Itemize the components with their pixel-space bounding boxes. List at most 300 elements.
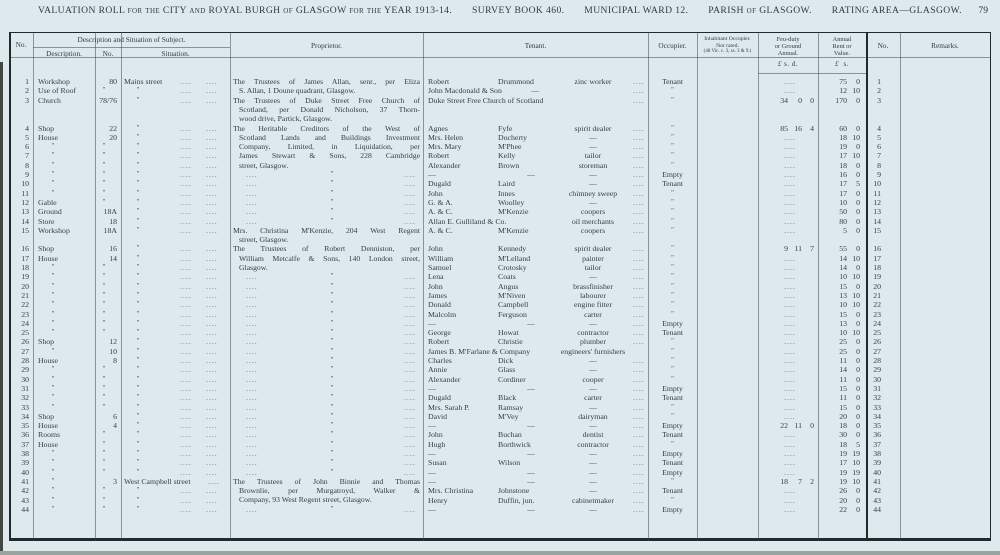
cell-rent-pounds: 10: [839, 300, 847, 310]
cell-rent-pounds: 13: [839, 290, 847, 300]
situation-leader-dots: ....: [180, 197, 192, 207]
header-rent-line1: Annual: [832, 36, 852, 43]
cell-occupier-ditto: ": [671, 254, 674, 262]
cell-tenant-occupation: —: [589, 132, 597, 142]
cell-row-number: 29: [21, 365, 29, 375]
cell-rent-shillings: 0: [856, 318, 860, 328]
situation-leader-dots: ....: [180, 439, 192, 449]
cell-rent-pounds: 17: [839, 458, 847, 468]
cell-rent-shillings: 0: [856, 207, 860, 217]
proprietor-ditto-dots: ....: [404, 365, 416, 375]
proprietor-line: Company, 93 West Regent street, Glasgow.: [239, 495, 372, 505]
tenant-leader-dots: ....: [633, 486, 645, 496]
cell-row-number: 40: [21, 467, 29, 477]
cell-rent-shillings: 0: [856, 123, 860, 133]
cell-house-number: 18A: [103, 225, 117, 235]
situation-leader-dots: ....: [206, 504, 218, 514]
feu-leader-dots: ....: [784, 188, 796, 198]
cell-situation-ditto: ": [136, 208, 140, 216]
situation-leader-dots: ....: [206, 337, 218, 347]
cell-occupier-ditto: ": [671, 198, 674, 206]
cell-rent-shillings: 0: [856, 504, 860, 514]
cell-tenant-surname: M'Phee: [498, 142, 522, 152]
cell-tenant-occupation: tailor: [584, 151, 602, 161]
cell-tenant-occupation: storeman: [578, 160, 608, 170]
situation-leader-dots: ....: [180, 179, 192, 189]
cell-row-number: 41: [21, 476, 29, 486]
cell-tenant-surname: M'Vey: [498, 411, 519, 421]
cell-tenant-occupation: —: [589, 458, 597, 468]
cell-house-number: 20: [109, 132, 117, 142]
cell-tenant-forename: John: [428, 430, 443, 440]
proprietor-ditto-mark: ": [330, 291, 334, 299]
cell-row-number: 14: [21, 216, 29, 226]
cell-row-number: 28: [21, 356, 29, 365]
cell-description: Workshop: [38, 225, 70, 235]
cell-house-number-ditto: ": [102, 496, 106, 504]
cell-tenant-occupation: chimney sweep: [568, 188, 618, 198]
cell-row-number-right: 5: [877, 132, 881, 142]
cell-tenant-occupation: —: [589, 421, 597, 431]
cell-occupier: Tenant: [661, 430, 684, 440]
cell-row-number-right: 40: [873, 467, 881, 477]
proprietor-ditto-dots: ....: [246, 374, 258, 384]
cell-row-number: 34: [21, 411, 29, 421]
tenant-leader-dots: ....: [633, 467, 645, 477]
proprietor-ditto-mark: ": [330, 347, 334, 355]
feu-leader-dots: ....: [784, 328, 796, 338]
cell-row-number-right: 38: [873, 449, 881, 458]
cell-occupier-ditto: ": [671, 357, 674, 364]
cell-tenant-forename: John: [428, 281, 443, 291]
cell-house-number: 4: [113, 421, 117, 431]
situation-leader-dots: ....: [180, 467, 192, 477]
cell-tenant-forename: —: [428, 467, 436, 477]
tenant-leader-dots: ....: [633, 337, 645, 347]
cell-tenant-occupation: oil merchants: [571, 216, 615, 226]
cell-tenant-surname: Howat: [498, 328, 519, 338]
cell-tenant-occupation: —: [589, 449, 597, 458]
cell-tenant-forename: Donald: [428, 300, 451, 310]
cell-description: Shop: [38, 337, 55, 347]
cell-row-number-right: 15: [873, 225, 881, 235]
tenant-leader-dots: ....: [633, 300, 645, 310]
cell-description-ditto: ": [51, 291, 55, 299]
cell-tenant-surname: —: [527, 467, 535, 477]
cell-tenant-surname: M'Niven: [498, 290, 526, 300]
cell-description-ditto: ": [51, 171, 55, 178]
cell-occupier-ditto: ": [671, 338, 674, 346]
header-proprietor: Proprietor.: [310, 41, 342, 50]
cell-occupier: Empty: [662, 421, 683, 431]
cell-feu-pence: 0: [810, 95, 814, 105]
proprietor-ditto-mark: ": [330, 431, 334, 439]
cell-tenant-surname: Duffin, jun.: [498, 495, 535, 505]
tenant-leader-dots: ....: [633, 439, 645, 449]
cell-rent-pounds: 15: [839, 281, 847, 291]
cell-tenant-surname: Glass: [498, 365, 516, 375]
proprietor-ditto-mark: ": [330, 403, 334, 411]
cell-rent-shillings: 10: [852, 253, 860, 263]
tenant-leader-dots: ....: [633, 216, 645, 226]
cell-rent-shillings: 10: [852, 272, 860, 282]
situation-leader-dots: ....: [206, 207, 218, 217]
cell-house-number-ditto: ": [102, 319, 106, 327]
cell-rent-pounds: 12: [839, 86, 847, 96]
cell-feu-pounds: 18: [780, 476, 788, 486]
cell-situation-ditto: ": [136, 198, 140, 206]
tenant-leader-dots: ....: [633, 207, 645, 217]
cell-occupier: Empty: [662, 170, 683, 179]
cell-rent-shillings: 0: [856, 365, 860, 375]
title-rating-area: RATING AREA—GLASGOW.: [831, 5, 962, 16]
cell-house-number-ditto: ": [102, 291, 106, 299]
cell-tenant-occupation: spirit dealer: [574, 123, 612, 133]
feu-leader-dots: ....: [784, 272, 796, 282]
cell-tenant-forename: Hugh: [428, 439, 446, 449]
cell-row-number-right: 34: [873, 411, 881, 421]
cell-tenant-forename: —: [428, 170, 436, 179]
situation-leader-dots: ....: [206, 151, 218, 161]
cell-description-ditto: ": [51, 180, 55, 188]
cell-row-number-right: 24: [873, 318, 881, 328]
cell-rent-shillings: 0: [856, 309, 860, 319]
cell-rent-pounds: 80: [839, 216, 847, 226]
tenant-leader-dots: ....: [633, 402, 645, 412]
situation-leader-dots: ....: [206, 216, 218, 226]
cell-row-number: 1: [25, 77, 29, 86]
cell-tenant-forename: Robert: [428, 337, 450, 347]
cell-tenant-surname: Borthwick: [498, 439, 531, 449]
feu-leader-dots: ....: [784, 449, 796, 458]
cell-tenant-occupation: —: [589, 383, 597, 393]
cell-situation-ditto: ": [136, 124, 140, 132]
proprietor-ditto-dots: ....: [246, 197, 258, 207]
cell-situation-ditto: ": [136, 338, 140, 346]
situation-leader-dots: ....: [206, 272, 218, 282]
feu-leader-dots: ....: [784, 346, 796, 356]
cell-occupier: Tenant: [661, 179, 684, 189]
cell-rent-pounds: 20: [839, 411, 847, 421]
cell-tenant-surname: Johnstone: [498, 486, 530, 496]
cell-tenant-occupation: plumber: [580, 337, 606, 347]
cell-rent-pounds: 16: [839, 170, 847, 179]
situation-leader-dots: ....: [206, 365, 218, 375]
cell-tenant-forename: —: [428, 449, 436, 458]
tenant-leader-dots: ....: [633, 142, 645, 152]
cell-rent-pounds: 17: [839, 188, 847, 198]
proprietor-ditto-dots: ....: [246, 207, 258, 217]
cell-row-number-right: 44: [873, 504, 881, 514]
situation-leader-dots: ....: [180, 188, 192, 198]
situation-leader-dots: ....: [206, 225, 218, 235]
cell-row-number-right: 23: [873, 309, 881, 319]
header-feu-line3: Annual.: [777, 50, 799, 57]
cell-row-number: 10: [21, 179, 29, 189]
tenant-leader-dots: ....: [633, 95, 645, 105]
feu-leader-dots: ....: [784, 430, 796, 440]
cell-description-ditto: ": [51, 366, 55, 374]
cell-house-number-ditto: ": [102, 282, 106, 290]
cell-description-ditto: ": [51, 487, 55, 495]
cell-row-number: 27: [21, 346, 29, 356]
cell-tenant-forename: John: [428, 244, 443, 254]
tenant-leader-dots: ....: [633, 411, 645, 421]
proprietor-ditto-mark: ": [330, 329, 334, 337]
cell-rent-pounds: 17: [839, 179, 847, 189]
cell-tenant-surname: —: [527, 170, 535, 179]
proprietor-ditto-mark: ": [330, 459, 334, 467]
cell-tenant-occupation: —: [589, 402, 597, 412]
cell-rent-shillings: 0: [856, 393, 860, 403]
situation-leader-dots: ....: [206, 449, 218, 458]
cell-description: Church: [38, 95, 61, 105]
cell-house-number-ditto: ": [102, 152, 106, 160]
cell-row-number: 12: [21, 197, 29, 207]
proprietor-ditto-dots: ....: [404, 272, 416, 282]
cell-tenant-occupation: —: [589, 170, 597, 179]
cell-tenant-surname: Ramsay: [498, 402, 524, 412]
cell-feu-pounds: 85: [780, 123, 788, 133]
cell-tenant-forename: John Macdonald & Son: [428, 86, 502, 96]
cell-rent-shillings: 0: [856, 77, 860, 86]
cell-row-number-right: 14: [873, 216, 881, 226]
cell-tenant-surname: Cordiner: [498, 374, 526, 384]
cell-house-number: 3: [113, 476, 117, 486]
cell-situation-ditto: ": [136, 422, 140, 430]
cell-row-number: 3: [25, 95, 29, 105]
cell-description-ditto: ": [51, 319, 55, 327]
cell-occupier-ditto: ": [671, 143, 674, 151]
cell-rent-pounds: 19: [839, 467, 847, 477]
proprietor-entry: [233, 477, 420, 505]
tenant-leader-dots: ....: [633, 458, 645, 468]
cell-tenant-surname: Woolley: [498, 197, 525, 207]
proprietor-entry: [233, 226, 420, 245]
cell-row-number: 22: [21, 300, 29, 310]
situation-leader-dots: ....: [206, 458, 218, 468]
cell-rent-pounds: 22: [839, 504, 847, 514]
header-remarks: Remarks.: [931, 41, 959, 50]
situation-leader-dots: ....: [180, 346, 192, 356]
cell-tenant-forename: Agnes: [428, 123, 448, 133]
cell-rent-shillings: 10: [852, 132, 860, 142]
cell-situation-ditto: ": [136, 282, 140, 290]
proprietor-ditto-dots: ....: [404, 318, 416, 328]
proprietor-ditto-dots: ....: [404, 216, 416, 226]
header-house-no: No.: [102, 49, 114, 58]
cell-house-number: 12: [109, 337, 117, 347]
cell-description-ditto: ": [51, 310, 55, 318]
cell-row-number: 24: [21, 318, 29, 328]
header-no: No.: [15, 40, 27, 49]
cell-description-ditto: ": [51, 282, 55, 290]
cell-rent-pounds: 11: [839, 356, 847, 365]
proprietor-ditto-dots: ....: [246, 318, 258, 328]
cell-row-number: 32: [21, 393, 29, 403]
proprietor-ditto-dots: ....: [246, 421, 258, 431]
cell-house-number: 18: [109, 216, 117, 226]
cell-rent-shillings: 0: [856, 430, 860, 440]
cell-tenant-surname: Christie: [498, 337, 523, 347]
cell-row-number-right: 36: [873, 430, 881, 440]
feu-leader-dots: ....: [784, 253, 796, 263]
cell-occupier-ditto: ": [671, 347, 674, 355]
cell-occupier-ditto: ": [671, 124, 674, 132]
cell-rent-shillings: 0: [856, 216, 860, 226]
tenant-leader-dots: ....: [633, 328, 645, 338]
cell-row-number-right: 35: [873, 421, 881, 431]
cell-rent-shillings: 0: [856, 383, 860, 393]
cell-tenant-forename: —: [428, 476, 436, 486]
proprietor-ditto-dots: ....: [404, 356, 416, 365]
feu-leader-dots: ....: [784, 356, 796, 365]
proprietor-ditto-dots: ....: [404, 421, 416, 431]
proprietor-entry: [233, 77, 420, 96]
cell-tenant-occupation: coopers: [580, 225, 606, 235]
cell-tenant-surname: —: [527, 449, 535, 458]
cell-rent-pounds: 15: [839, 309, 847, 319]
proprietor-line: street, Glasgow.: [239, 160, 289, 170]
feu-pound-sign: £: [777, 60, 782, 68]
situation-leader-dots: ....: [206, 411, 218, 421]
situation-leader-dots: ....: [180, 253, 192, 263]
proprietor-ditto-dots: ....: [404, 439, 416, 449]
cell-rent-pounds: 17: [839, 151, 847, 161]
tenant-leader-dots: ....: [633, 170, 645, 179]
proprietor-ditto-mark: ": [330, 450, 334, 457]
cell-house-number-ditto: ": [102, 431, 106, 439]
feu-leader-dots: ....: [784, 151, 796, 161]
tenant-leader-dots: ....: [633, 188, 645, 198]
feu-leader-dots: ....: [784, 132, 796, 142]
proprietor-ditto-dots: ....: [404, 467, 416, 477]
proprietor-ditto-dots: ....: [404, 374, 416, 384]
cell-situation-ditto: ": [136, 87, 140, 95]
proprietor-ditto-dots: ....: [246, 449, 258, 458]
cell-rent-pounds: 18: [839, 421, 847, 431]
situation-leader-dots: ....: [206, 318, 218, 328]
situation-leader-dots: ....: [180, 225, 192, 235]
cell-tenant-occupation: engine fitter: [574, 300, 612, 310]
cell-tenant-occupation: —: [589, 504, 597, 514]
cell-occupier-ditto: ": [671, 440, 674, 448]
feu-pence-label: d.: [791, 60, 799, 68]
proprietor-ditto-dots: ....: [404, 393, 416, 403]
page-bottom-edge: [0, 551, 1000, 555]
cell-occupier: Empty: [662, 467, 683, 477]
page-number: 79: [978, 5, 988, 16]
cell-tenant-surname: Laird: [498, 179, 515, 189]
cell-rent-shillings: 0: [856, 337, 860, 347]
situation-leader-dots: ....: [180, 318, 192, 328]
proprietor-ditto-mark: ": [330, 208, 334, 216]
cell-rent-shillings: 0: [856, 142, 860, 152]
feu-leader-dots: ....: [784, 365, 796, 375]
situation-leader-dots: ....: [180, 290, 192, 300]
cell-rent-shillings: 0: [856, 170, 860, 179]
cell-row-number-right: 3: [877, 95, 881, 105]
cell-tenant-surname: —: [527, 318, 535, 328]
cell-description-ditto: ": [51, 347, 55, 355]
cell-tenant-forename: Dugald: [428, 179, 451, 189]
situation-leader-dots: ....: [180, 160, 192, 170]
situation-leader-dots: ....: [180, 281, 192, 291]
proprietor-ditto-dots: ....: [404, 170, 416, 179]
cell-rent-pounds: 26: [839, 486, 847, 496]
cell-description-ditto: ": [51, 450, 55, 457]
cell-tenant-surname: Black: [498, 393, 517, 403]
feu-leader-dots: ....: [784, 77, 796, 86]
feu-leader-dots: ....: [784, 207, 796, 217]
situation-leader-dots: ....: [180, 402, 192, 412]
cell-tenant-forename: A. & C.: [428, 225, 453, 235]
situation-leader-dots: ....: [206, 439, 218, 449]
cell-occupier: Empty: [662, 318, 683, 328]
proprietor-ditto-dots: ....: [404, 337, 416, 347]
cell-tenant-forename: —: [428, 383, 436, 393]
cell-rent-shillings: 0: [856, 95, 860, 105]
situation-leader-dots: ....: [206, 486, 218, 496]
cell-rent-pounds: 15: [839, 383, 847, 393]
cell-rent-shillings: 0: [856, 263, 860, 272]
proprietor-line: James Stewart & Sons, 228 Cambridge: [239, 151, 420, 161]
situation-leader-dots: ....: [180, 495, 192, 505]
cell-row-number: 6: [25, 142, 29, 152]
cell-row-number-right: 16: [873, 244, 881, 254]
cell-house-number-ditto: ": [102, 487, 106, 495]
cell-tenant-occupation: —: [589, 486, 597, 496]
tenant-leader-dots: ....: [633, 244, 645, 254]
cell-tenant-occupation: —: [589, 197, 597, 207]
proprietor-ditto-dots: ....: [404, 411, 416, 421]
proprietor-line: The Trustees of Robert Denniston, per: [233, 244, 420, 254]
cell-house-number: 80: [109, 77, 117, 86]
proprietor-ditto-dots: ....: [404, 309, 416, 319]
cell-row-number-right: 37: [873, 439, 881, 449]
cell-rent-pounds: 10: [839, 272, 847, 282]
proprietor-ditto-dots: ....: [246, 467, 258, 477]
feu-leader-dots: ....: [784, 170, 796, 179]
proprietor-ditto-dots: ....: [404, 290, 416, 300]
proprietor-ditto-dots: ....: [246, 290, 258, 300]
cell-row-number-right: 33: [873, 402, 881, 412]
cell-tenant-occupation: —: [589, 179, 597, 189]
proprietor-ditto-dots: ....: [246, 439, 258, 449]
proprietor-entry: [233, 124, 420, 170]
cell-description-ditto: ": [51, 329, 55, 337]
cell-situation-ditto: ": [136, 171, 140, 178]
tenant-leader-dots: ....: [633, 374, 645, 384]
cell-row-number-right: 20: [873, 281, 881, 291]
cell-tenant-surname: Kennedy: [498, 244, 527, 254]
proprietor-ditto-dots: ....: [404, 188, 416, 198]
cell-row-number-right: 39: [873, 458, 881, 468]
tenant-leader-dots: ....: [633, 393, 645, 403]
proprietor-ditto-mark: ": [330, 319, 334, 327]
cell-description-ditto: ": [51, 496, 55, 504]
cell-description-ditto: ": [51, 189, 55, 197]
scan-gutter-shadow: [0, 62, 3, 551]
situation-leader-dots: ....: [206, 309, 218, 319]
header-inhabitant-line3: (48 Vic. c. 3, ss. 3 & 9.): [703, 49, 752, 55]
feu-leader-dots: ....: [784, 439, 796, 449]
cell-description: Workshop: [38, 77, 70, 86]
cell-description: Ground: [38, 207, 62, 217]
cell-house-number: 18A: [103, 207, 117, 217]
cell-situation-ditto: ": [136, 319, 140, 327]
cell-feu-pounds: 22: [780, 421, 788, 431]
